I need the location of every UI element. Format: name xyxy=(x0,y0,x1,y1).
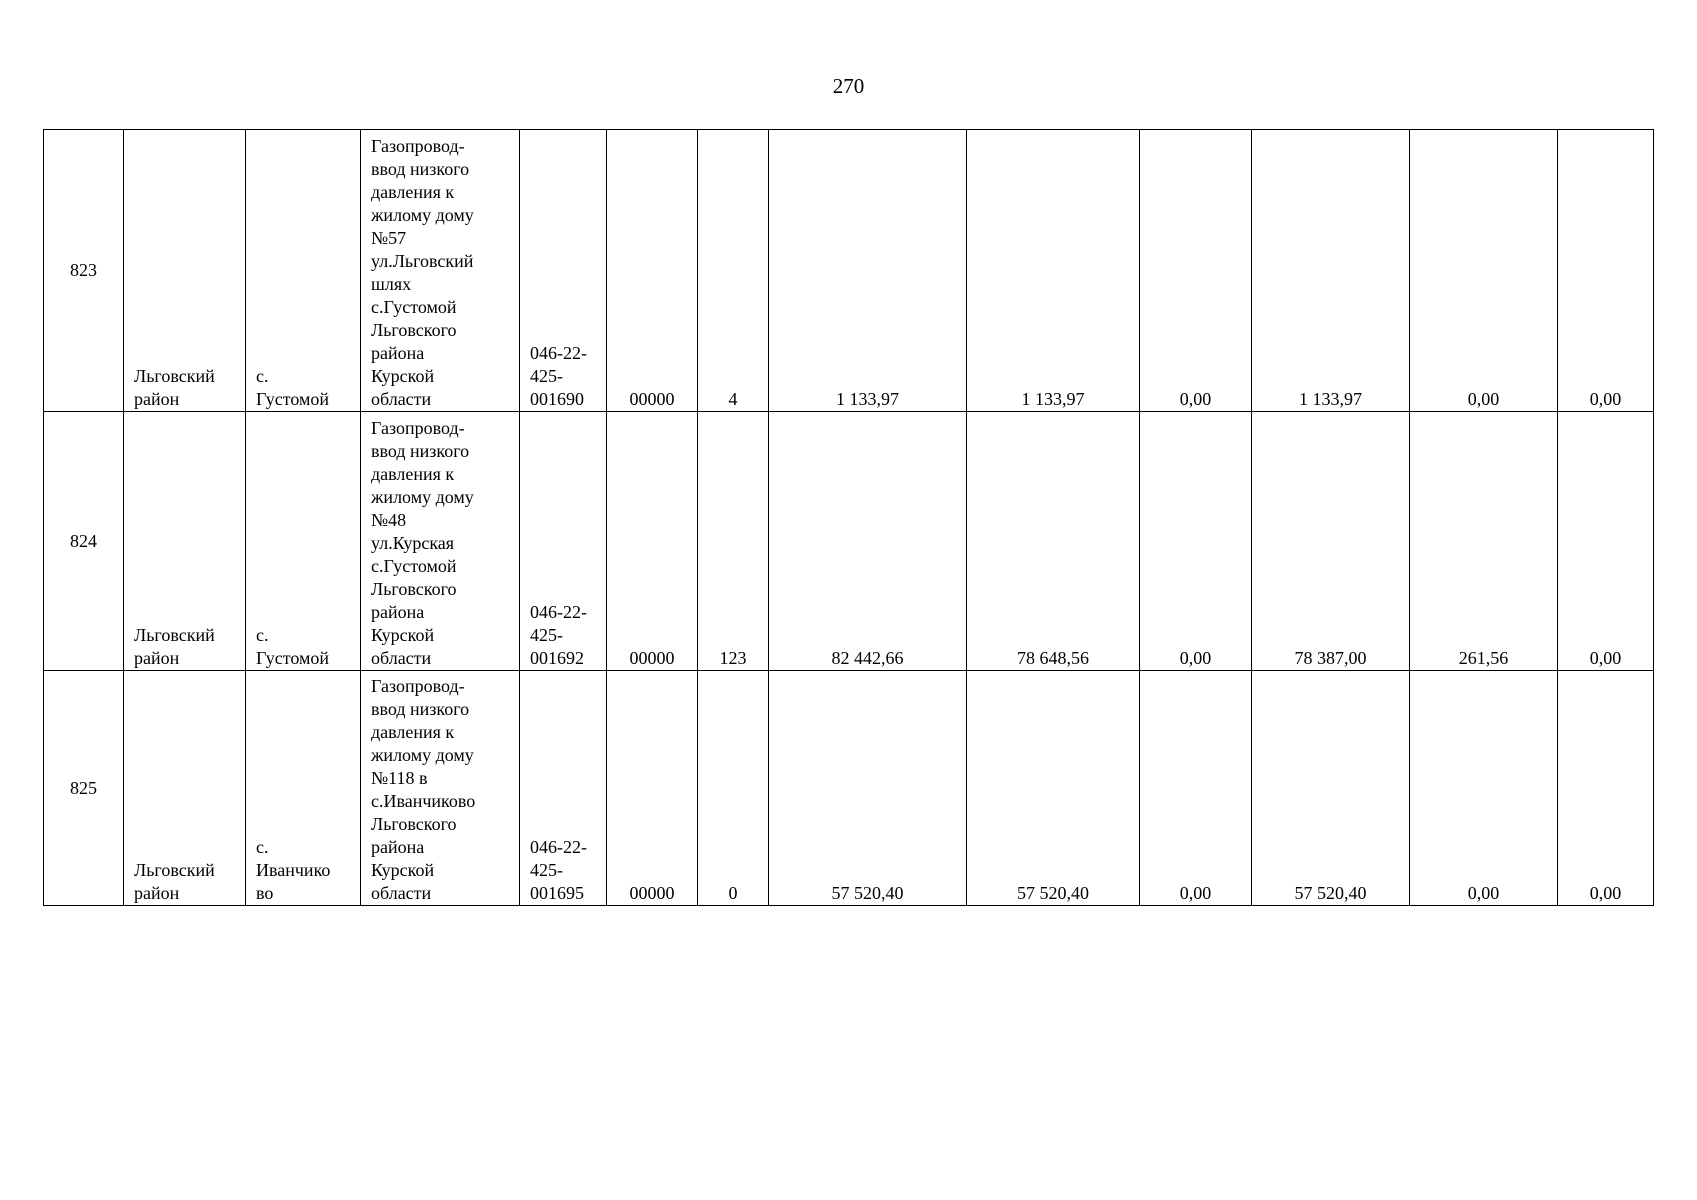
row-number: 825 xyxy=(44,671,124,906)
code-cell: 00000 xyxy=(607,671,698,906)
object-cell xyxy=(361,412,520,671)
value-4-cell: 1 133,97 xyxy=(1252,130,1410,412)
object-cell xyxy=(361,130,520,412)
table-row xyxy=(44,130,1654,412)
inventory-code-cell xyxy=(520,412,607,671)
value-4-cell: 78 387,00 xyxy=(1252,412,1410,671)
inventory-code-text: 046-22- 425- 001692 xyxy=(530,602,587,668)
quantity-cell: 123 xyxy=(698,412,769,671)
value-1-cell: 57 520,40 xyxy=(769,671,967,906)
value-5-cell: 261,56 xyxy=(1410,412,1558,671)
locality-cell xyxy=(246,412,361,671)
value-5-cell: 0,00 xyxy=(1410,671,1558,906)
inventory-code-text: 046-22- 425- 001690 xyxy=(530,343,587,409)
value-2-cell: 78 648,56 xyxy=(967,412,1140,671)
row-number: 823 xyxy=(44,130,124,412)
locality-text: с. Иванчико во xyxy=(256,837,331,903)
inventory-code-cell xyxy=(520,671,607,906)
value-6-cell: 0,00 xyxy=(1558,671,1654,906)
value-6-cell: 0,00 xyxy=(1558,130,1654,412)
locality-cell xyxy=(246,671,361,906)
value-2-cell: 57 520,40 xyxy=(967,671,1140,906)
value-3-cell: 0,00 xyxy=(1140,412,1252,671)
district-text: Льговский район xyxy=(134,366,215,409)
value-3-cell: 0,00 xyxy=(1140,130,1252,412)
value-3-cell: 0,00 xyxy=(1140,671,1252,906)
object-text: Газопровод- ввод низкого давления к жилому дому №118 в с.Иванчиково Льговского района Курской области xyxy=(371,676,476,903)
locality-cell xyxy=(246,130,361,412)
table-row xyxy=(44,412,1654,671)
district-cell xyxy=(124,130,246,412)
locality-text: с. Густомой xyxy=(256,625,330,668)
row-number: 824 xyxy=(44,412,124,671)
inventory-code-text: 046-22- 425- 001695 xyxy=(530,837,587,903)
value-1-cell: 1 133,97 xyxy=(769,130,967,412)
code-cell: 00000 xyxy=(607,412,698,671)
code-cell: 00000 xyxy=(607,130,698,412)
district-cell xyxy=(124,671,246,906)
quantity-cell: 4 xyxy=(698,130,769,412)
value-4-cell: 57 520,40 xyxy=(1252,671,1410,906)
locality-text: с. Густомой xyxy=(256,366,330,409)
district-text: Льговский район xyxy=(134,860,215,903)
page-number: 270 xyxy=(832,74,865,98)
inventory-code-cell xyxy=(520,130,607,412)
value-6-cell: 0,00 xyxy=(1558,412,1654,671)
object-cell xyxy=(361,671,520,906)
table-row xyxy=(44,671,1654,906)
district-text: Льговский район xyxy=(134,625,215,668)
quantity-cell: 0 xyxy=(698,671,769,906)
district-cell xyxy=(124,412,246,671)
object-text: Газопровод- ввод низкого давления к жилому дому №48 ул.Курская с.Густомой Льговского района Курской области xyxy=(371,418,474,668)
registry-table xyxy=(43,129,1654,906)
value-5-cell: 0,00 xyxy=(1410,130,1558,412)
value-2-cell: 1 133,97 xyxy=(967,130,1140,412)
value-1-cell: 82 442,66 xyxy=(769,412,967,671)
object-text: Газопровод- ввод низкого давления к жилому дому №57 ул.Льговский шлях с.Густомой Льговского района Курской области xyxy=(371,136,474,409)
